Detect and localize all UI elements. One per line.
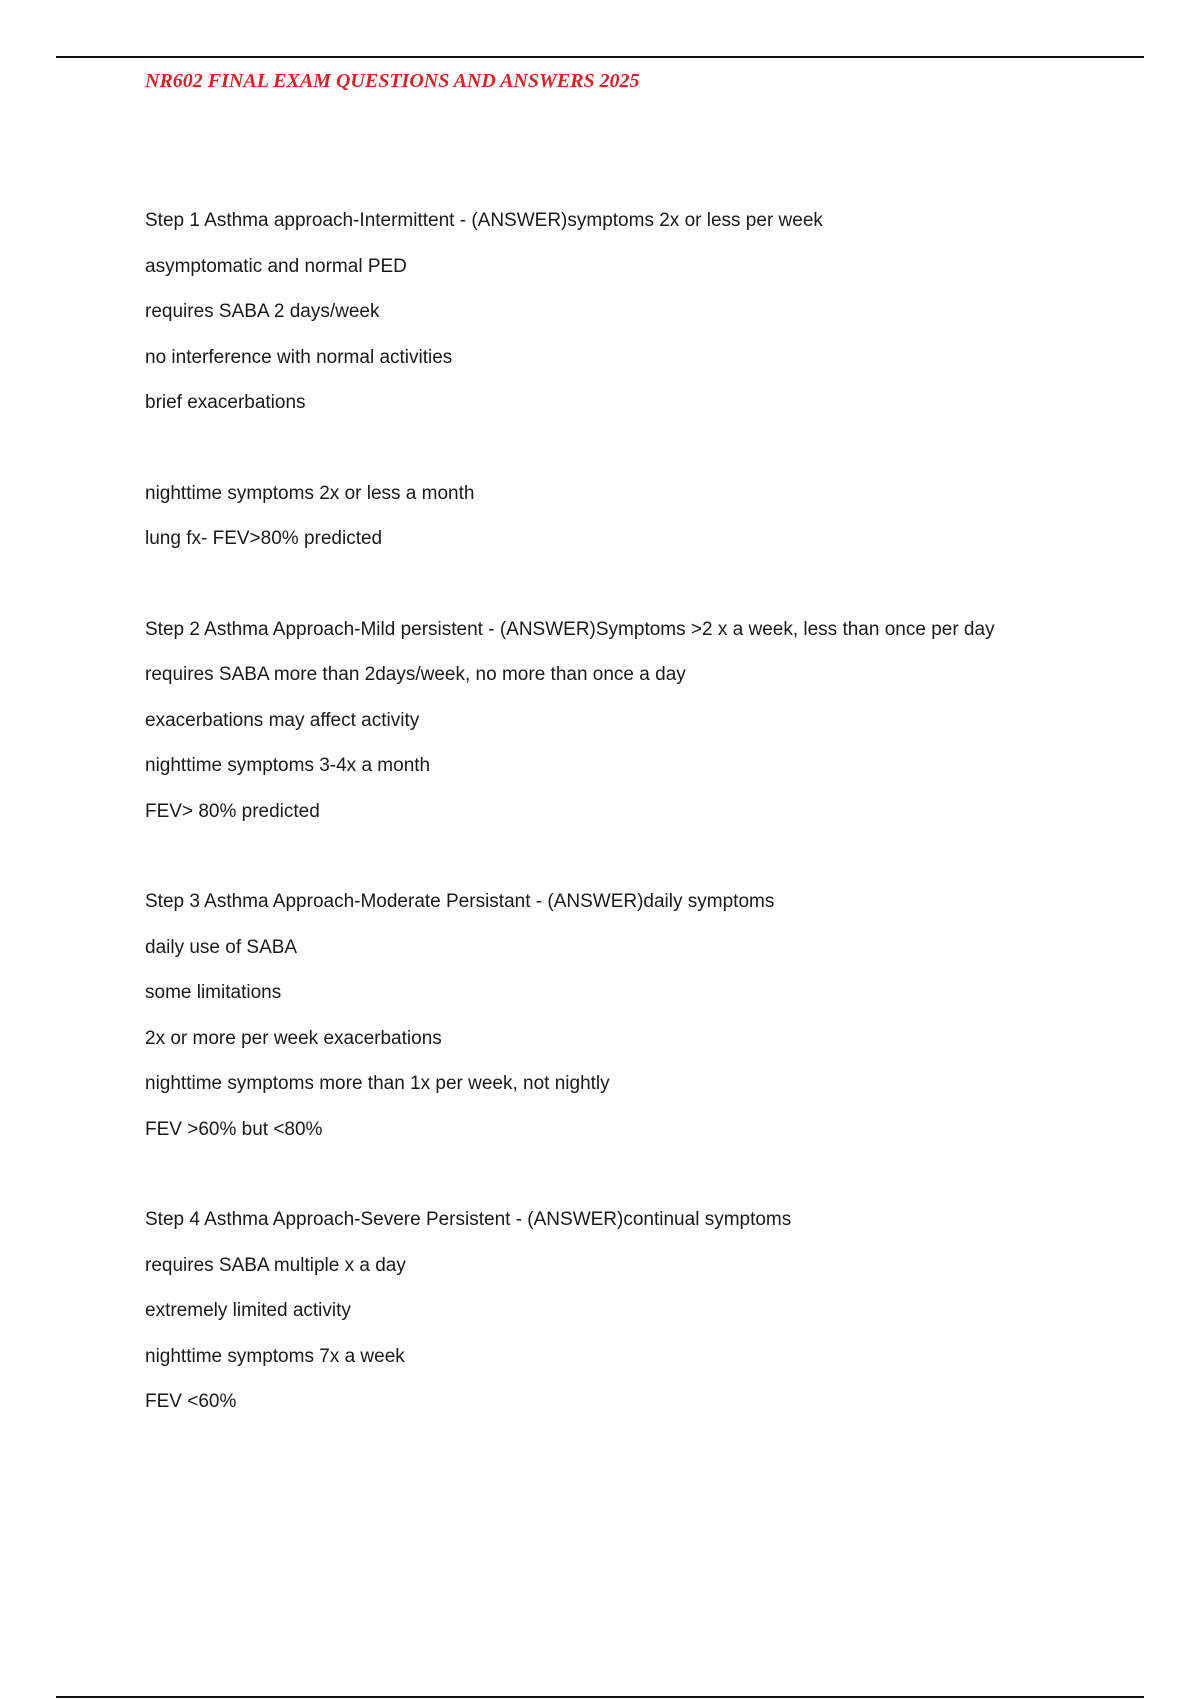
text-line: nighttime symptoms 2x or less a month	[145, 482, 475, 504]
text-line: extremely limited activity	[145, 1300, 351, 1321]
text-line: FEV <60%	[145, 1391, 237, 1412]
text-line: exacerbations may affect activity	[145, 709, 420, 731]
text-line: 2x or more per week exacerbations	[145, 1027, 442, 1049]
text-line: asymptomatic and normal PED	[145, 255, 407, 277]
text-line: nighttime symptoms more than 1x per week, not nightly	[145, 1073, 610, 1094]
text-line: nighttime symptoms 3-4x a month	[145, 755, 431, 776]
text-line: FEV >60% but <80%	[145, 1118, 323, 1140]
text-line: Step 3 Asthma Approach-Moderate Persistant - (ANSWER)daily symptoms	[145, 891, 775, 912]
text-line: nighttime symptoms 7x a week	[145, 1345, 405, 1367]
footer-rule	[56, 1696, 1144, 1698]
text-line: lung fx- FEV>80% predicted	[145, 528, 383, 549]
text-line: Step 4 Asthma Approach-Severe Persistent - (ANSWER)continual symptoms	[145, 1209, 792, 1230]
text-line: requires SABA multiple x a day	[145, 1254, 406, 1276]
text-line: Step 2 Asthma Approach-Mild persistent - (ANSWER)Symptoms >2 x a week, less than once per day	[145, 618, 995, 640]
document-title: NR602 FINAL EXAM QUESTIONS AND ANSWERS 2025	[145, 70, 640, 92]
text-line: Step 1 Asthma approach-Intermittent - (ANSWER)symptoms 2x or less per week	[145, 210, 823, 231]
text-line: FEV> 80% predicted	[145, 800, 320, 822]
text-line: requires SABA more than 2days/week, no more than once a day	[145, 664, 686, 685]
document-body	[145, 198, 1145, 1470]
text-line: some limitations	[145, 982, 282, 1003]
text-block-step3	[145, 879, 1145, 1152]
text-line: no interference with normal activities	[145, 346, 453, 368]
text-line: daily use of SABA	[145, 936, 298, 958]
text-block-step1-continued	[145, 471, 1145, 562]
text-block-step2	[145, 607, 1145, 835]
text-line: requires SABA 2 days/week	[145, 301, 380, 322]
text-line: brief exacerbations	[145, 392, 306, 413]
header-rule	[56, 56, 1144, 58]
text-block-step1	[145, 198, 1145, 426]
text-block-step4	[145, 1197, 1145, 1425]
